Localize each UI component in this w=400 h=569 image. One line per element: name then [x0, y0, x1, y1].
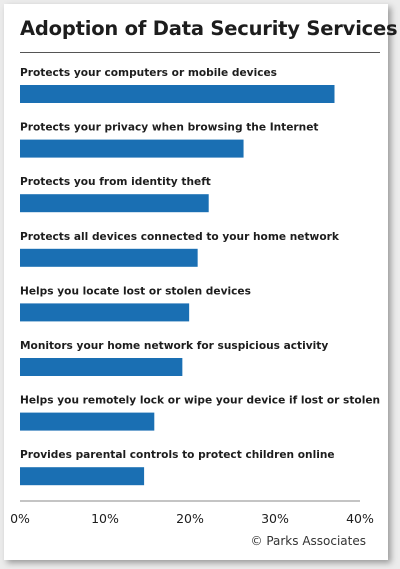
bar [20, 358, 182, 376]
bar-label: Protects your computers or mobile devices [20, 67, 277, 79]
x-tick-label: 40% [346, 511, 374, 526]
bar-chart [4, 4, 388, 560]
chart-card [4, 4, 398, 560]
chart-title: Adoption of Data Security Services [20, 17, 398, 40]
bar [20, 467, 144, 485]
bar-label: Monitors your home network for suspicious activity [20, 340, 329, 352]
x-tick-label: 20% [176, 511, 204, 526]
bar [20, 303, 189, 321]
bar [20, 194, 209, 212]
x-tick-label: 30% [261, 511, 289, 526]
bar-label: Helps you remotely lock or wipe your device if lost or stolen [20, 394, 381, 407]
x-tick-label: 10% [91, 511, 119, 526]
bar [20, 140, 244, 158]
source-credit: © Parks Associates [250, 534, 366, 548]
bar [20, 413, 154, 431]
bar-label: Protects all devices connected to your home network [20, 230, 339, 243]
x-tick-label: 0% [10, 511, 30, 526]
bar-label: Helps you locate lost or stolen devices [20, 285, 251, 298]
bar-label: Protects your privacy when browsing the Internet [20, 121, 319, 134]
bar [20, 249, 198, 267]
bar-label: Provides parental controls to protect children online [20, 449, 335, 462]
bar-label: Protects you from identity theft [20, 176, 211, 189]
bar [20, 85, 335, 103]
